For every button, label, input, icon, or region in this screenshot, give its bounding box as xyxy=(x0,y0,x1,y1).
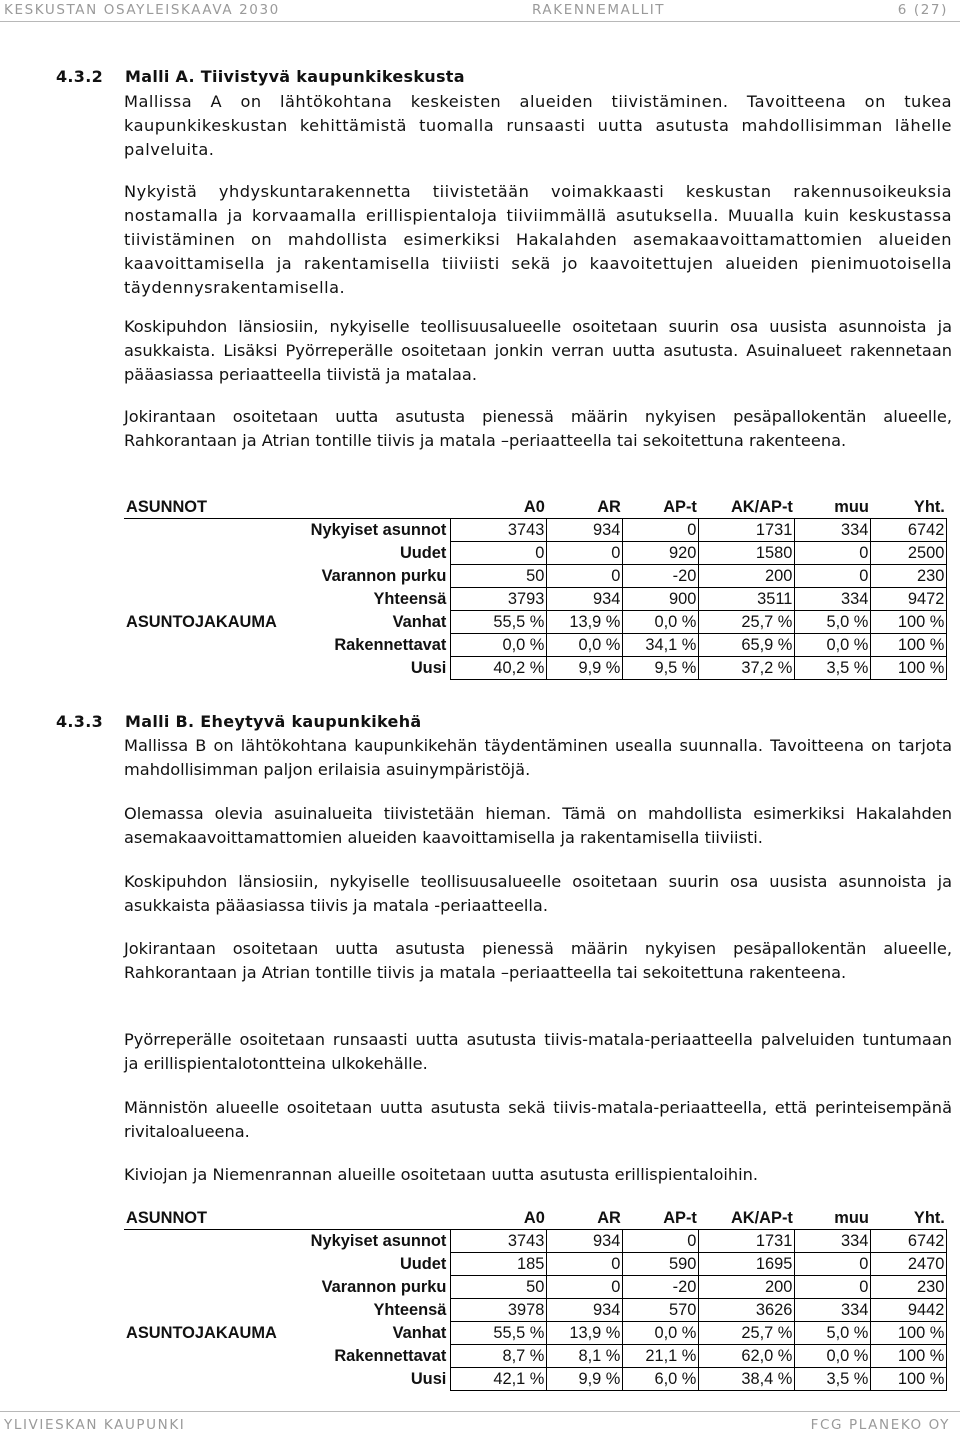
table-cell: 37,2 % xyxy=(699,657,795,680)
section-b-paragraph: Olemassa olevia asuinalueita tiivistetään hieman. Tämä on mahdollista esimerkiksi Hakalahden asemakaavoittamattomien alueiden kaavoittamisella ja rakentamisella tiiviisti. xyxy=(124,804,952,847)
column-header: AK/AP-t xyxy=(699,496,795,519)
table-cell: 55,5 % xyxy=(451,611,547,634)
table-cell: 0,0 % xyxy=(623,611,699,634)
row-label: Rakennettavat xyxy=(334,1346,447,1365)
table-cell: 3626 xyxy=(699,1299,795,1322)
table-row xyxy=(124,1230,947,1253)
section-a-paragraph: Jokirantaan osoitetaan uutta asutusta pienessä määrin nykyisen pesäpallokentän alueelle, Rahkorantaan ja Atrian tontille tiivis ja matala –periaatteella tai sekoitettuna rakenteena. xyxy=(124,407,952,450)
table-cell: 934 xyxy=(547,588,623,611)
column-header: A0 xyxy=(451,1207,547,1230)
column-header: AP-t xyxy=(623,1207,699,1230)
table-cell: 100 % xyxy=(871,1345,947,1368)
section-b-paragraph: Kiviojan ja Niemenrannan alueille osoitetaan uutta asutusta erillispientaloihin. xyxy=(124,1165,759,1184)
table-cell: 50 xyxy=(451,565,547,588)
table-row xyxy=(124,634,947,657)
section-b-title: Malli B. Eheytyvä kaupunkikehä xyxy=(125,712,422,731)
row-label: Uudet xyxy=(399,1254,447,1273)
table-cell: 13,9 % xyxy=(547,611,623,634)
table-cell: 2470 xyxy=(871,1253,947,1276)
table-cell: 0,0 % xyxy=(451,634,547,657)
row-label: Nykyiset asunnot xyxy=(310,520,447,539)
table-cell: 934 xyxy=(547,519,623,542)
section-b-number: 4.3.3 xyxy=(56,712,104,731)
table-cell: 65,9 % xyxy=(699,634,795,657)
section-a-paragraph: Mallissa A on lähtökohtana keskeisten alueiden tiivistäminen. Tavoitteena on tukea kaupunkikeskustan kehittämistä tuomalla runsaasti uutta asutusta mahdollisimman lähelle palveluita. xyxy=(124,92,952,159)
table-cell: 40,2 % xyxy=(451,657,547,680)
table-cell: 62,0 % xyxy=(699,1345,795,1368)
table-cell: 0 xyxy=(795,1276,871,1299)
table-cell: 0,0 % xyxy=(795,634,871,657)
table-cell: 0 xyxy=(451,542,547,565)
table-row xyxy=(124,1322,947,1345)
table-cell: 9,5 % xyxy=(623,657,699,680)
column-header: Yht. xyxy=(871,496,947,519)
section-a-paragraph: Koskipuhdon länsiosiin, nykyiselle teollisuusalueelle osoitetaan suurin osa uusista asunnoista ja asukkaista. Lisäksi Pyörreperälle osoitetaan jonkin verran uutta asutusta. Asuinalueet rakennetaan pääasiassa periaatteella tiivistä ja matalaa. xyxy=(124,317,952,384)
table-cell: 0 xyxy=(547,1253,623,1276)
table-cell: 100 % xyxy=(871,1322,947,1345)
table-cell: 0 xyxy=(795,1253,871,1276)
table-cell: 934 xyxy=(547,1230,623,1253)
table-cell: 50 xyxy=(451,1276,547,1299)
table-cell: 0 xyxy=(623,1230,699,1253)
table-cell: 9442 xyxy=(871,1299,947,1322)
table-row xyxy=(124,542,947,565)
table-header-row xyxy=(124,496,947,519)
header-section-title: RAKENNEMALLIT xyxy=(532,2,666,18)
section-b-heading xyxy=(56,712,422,731)
footer-organization: YLIVIESKAN KAUPUNKI xyxy=(4,1417,186,1433)
table-cell: 25,7 % xyxy=(699,1322,795,1345)
section-a-heading xyxy=(56,67,465,86)
column-header: AR xyxy=(547,1207,623,1230)
table-cell: 0 xyxy=(795,565,871,588)
section-b-housing-table xyxy=(124,1207,947,1391)
row-label: Vanhat xyxy=(392,612,447,631)
table-cell: 8,7 % xyxy=(451,1345,547,1368)
section-a-paragraph: Nykyistä yhdyskuntarakennetta tiivistetään voimakkaasti keskustan rakennusoikeuksia nostamalla ja korvaamalla erillispientaloja tiiviimmällä asutuksella. Muualla kuin keskustassa tiivistäminen on mahdollista esimerkiksi Hakalahden asemakaavoittamattomien alueiden kaavoittamisella ja rakentamisella tiiviisti sekä jo kaavoitettujen alueiden pienimuotoisella täydennysrakentamisella. xyxy=(124,182,952,297)
row-label: Uusi xyxy=(410,1369,447,1388)
row-label: Rakennettavat xyxy=(334,635,447,654)
table-cell: 42,1 % xyxy=(451,1368,547,1391)
table-cell: 100 % xyxy=(871,657,947,680)
table-cell: 100 % xyxy=(871,634,947,657)
table-row xyxy=(124,1253,947,1276)
table-row xyxy=(124,519,947,542)
table-header-row xyxy=(124,1207,947,1230)
column-header: muu xyxy=(795,496,871,519)
table-cell: -20 xyxy=(623,565,699,588)
table-cell: 934 xyxy=(547,1299,623,1322)
table-cell: 5,0 % xyxy=(795,1322,871,1345)
table-cell: 1580 xyxy=(699,542,795,565)
table-cell: 334 xyxy=(795,1299,871,1322)
table-cell: 6742 xyxy=(871,1230,947,1253)
table-cell: 100 % xyxy=(871,611,947,634)
distribution-label: ASUNTOJAKAUMA xyxy=(126,1323,277,1342)
table-header-label: ASUNNOT xyxy=(124,1207,279,1230)
column-header: AP-t xyxy=(623,496,699,519)
table-cell: 0 xyxy=(795,542,871,565)
section-b-paragraph: Pyörreperälle osoitetaan runsaasti uutta asutusta tiivis-matala-periaatteella palveluiden tuntumaan ja erillispientalotontteina ulkokehälle. xyxy=(124,1030,952,1073)
column-header: AK/AP-t xyxy=(699,1207,795,1230)
section-b-paragraph: Jokirantaan osoitetaan uutta asutusta pienessä määrin nykyisen pesäpallokentän alueelle, Rahkorantaan ja Atrian tontille tiivis ja matala –periaatteella tai sekoitettuna rakenteena. xyxy=(124,939,952,982)
footer-rule xyxy=(0,1411,960,1412)
table-cell: 25,7 % xyxy=(699,611,795,634)
table-cell: 230 xyxy=(871,1276,947,1299)
table-row xyxy=(124,588,947,611)
table-cell: 6742 xyxy=(871,519,947,542)
table-cell: 9,9 % xyxy=(547,1368,623,1391)
table-row xyxy=(124,1299,947,1322)
column-header: Yht. xyxy=(871,1207,947,1230)
table-cell: 100 % xyxy=(871,1368,947,1391)
section-b-paragraph: Männistön alueelle osoitetaan uutta asutusta sekä tiivis-matala-periaatteella, että perinteisempänä rivitaloalueena. xyxy=(124,1098,952,1141)
row-label: Uudet xyxy=(399,543,447,562)
table-cell: 334 xyxy=(795,1230,871,1253)
table-cell: 334 xyxy=(795,588,871,611)
table-row xyxy=(124,1345,947,1368)
row-label: Varannon purku xyxy=(321,1277,447,1296)
table-cell: 185 xyxy=(451,1253,547,1276)
table-cell: 34,1 % xyxy=(623,634,699,657)
section-b-paragraph: Mallissa B on lähtökohtana kaupunkikehän täydentäminen usealla suunnalla. Tavoitteena on tarjota mahdollisimman paljon erilaisia asuinympäristöjä. xyxy=(124,736,952,779)
table-cell: 21,1 % xyxy=(623,1345,699,1368)
table-cell: 9472 xyxy=(871,588,947,611)
table-cell: 1695 xyxy=(699,1253,795,1276)
table-cell: 2500 xyxy=(871,542,947,565)
table-cell: 3,5 % xyxy=(795,657,871,680)
table-header-blank xyxy=(279,496,451,519)
section-a-title: Malli A. Tiivistyvä kaupunkikeskusta xyxy=(125,67,465,86)
distribution-label: ASUNTOJAKAUMA xyxy=(126,612,277,631)
header-rule xyxy=(0,21,960,22)
table-cell: 0 xyxy=(547,565,623,588)
table-cell: 9,9 % xyxy=(547,657,623,680)
header-document-title: KESKUSTAN OSAYLEISKAAVA 2030 xyxy=(4,2,280,18)
table-cell: 0 xyxy=(547,542,623,565)
table-row xyxy=(124,611,947,634)
table-cell: 0 xyxy=(623,519,699,542)
table-cell: 3978 xyxy=(451,1299,547,1322)
section-b-paragraph: Koskipuhdon länsiosiin, nykyiselle teollisuusalueelle osoitetaan suurin osa uusista asunnoista ja asukkaista pääasiassa tiivis ja matala -periaatteella. xyxy=(124,872,952,915)
table-cell: 334 xyxy=(795,519,871,542)
section-a-number: 4.3.2 xyxy=(56,67,104,86)
column-header: muu xyxy=(795,1207,871,1230)
table-cell: 570 xyxy=(623,1299,699,1322)
table-cell: 0,0 % xyxy=(623,1322,699,1345)
table-cell: 920 xyxy=(623,542,699,565)
table-cell: 900 xyxy=(623,588,699,611)
table-cell: 200 xyxy=(699,565,795,588)
table-cell: 3793 xyxy=(451,588,547,611)
table-header-label: ASUNNOT xyxy=(124,496,279,519)
table-cell: 13,9 % xyxy=(547,1322,623,1345)
table-row xyxy=(124,565,947,588)
column-header: A0 xyxy=(451,496,547,519)
table-cell: 3511 xyxy=(699,588,795,611)
footer-company: FCG PLANEKO OY xyxy=(810,1417,950,1433)
table-cell: -20 xyxy=(623,1276,699,1299)
table-cell: 0,0 % xyxy=(547,634,623,657)
table-cell: 200 xyxy=(699,1276,795,1299)
table-header-blank xyxy=(279,1207,451,1230)
table-cell: 0,0 % xyxy=(795,1345,871,1368)
table-cell: 1731 xyxy=(699,1230,795,1253)
table-row xyxy=(124,1368,947,1391)
table-cell: 6,0 % xyxy=(623,1368,699,1391)
row-label: Varannon purku xyxy=(321,566,447,585)
table-cell: 590 xyxy=(623,1253,699,1276)
section-a-housing-table xyxy=(124,496,947,680)
row-label: Yhteensä xyxy=(373,589,447,608)
table-cell: 8,1 % xyxy=(547,1345,623,1368)
table-cell: 3743 xyxy=(451,519,547,542)
row-label: Uusi xyxy=(410,658,447,677)
row-label: Vanhat xyxy=(392,1323,447,1342)
table-cell: 55,5 % xyxy=(451,1322,547,1345)
table-cell: 3743 xyxy=(451,1230,547,1253)
table-cell: 230 xyxy=(871,565,947,588)
table-row xyxy=(124,1276,947,1299)
table-cell: 0 xyxy=(547,1276,623,1299)
table-cell: 1731 xyxy=(699,519,795,542)
table-cell: 38,4 % xyxy=(699,1368,795,1391)
table-row xyxy=(124,657,947,680)
row-label: Nykyiset asunnot xyxy=(310,1231,447,1250)
page-number: 6 (27) xyxy=(897,2,948,18)
row-label: Yhteensä xyxy=(373,1300,447,1319)
table-cell: 3,5 % xyxy=(795,1368,871,1391)
column-header: AR xyxy=(547,496,623,519)
table-cell: 5,0 % xyxy=(795,611,871,634)
